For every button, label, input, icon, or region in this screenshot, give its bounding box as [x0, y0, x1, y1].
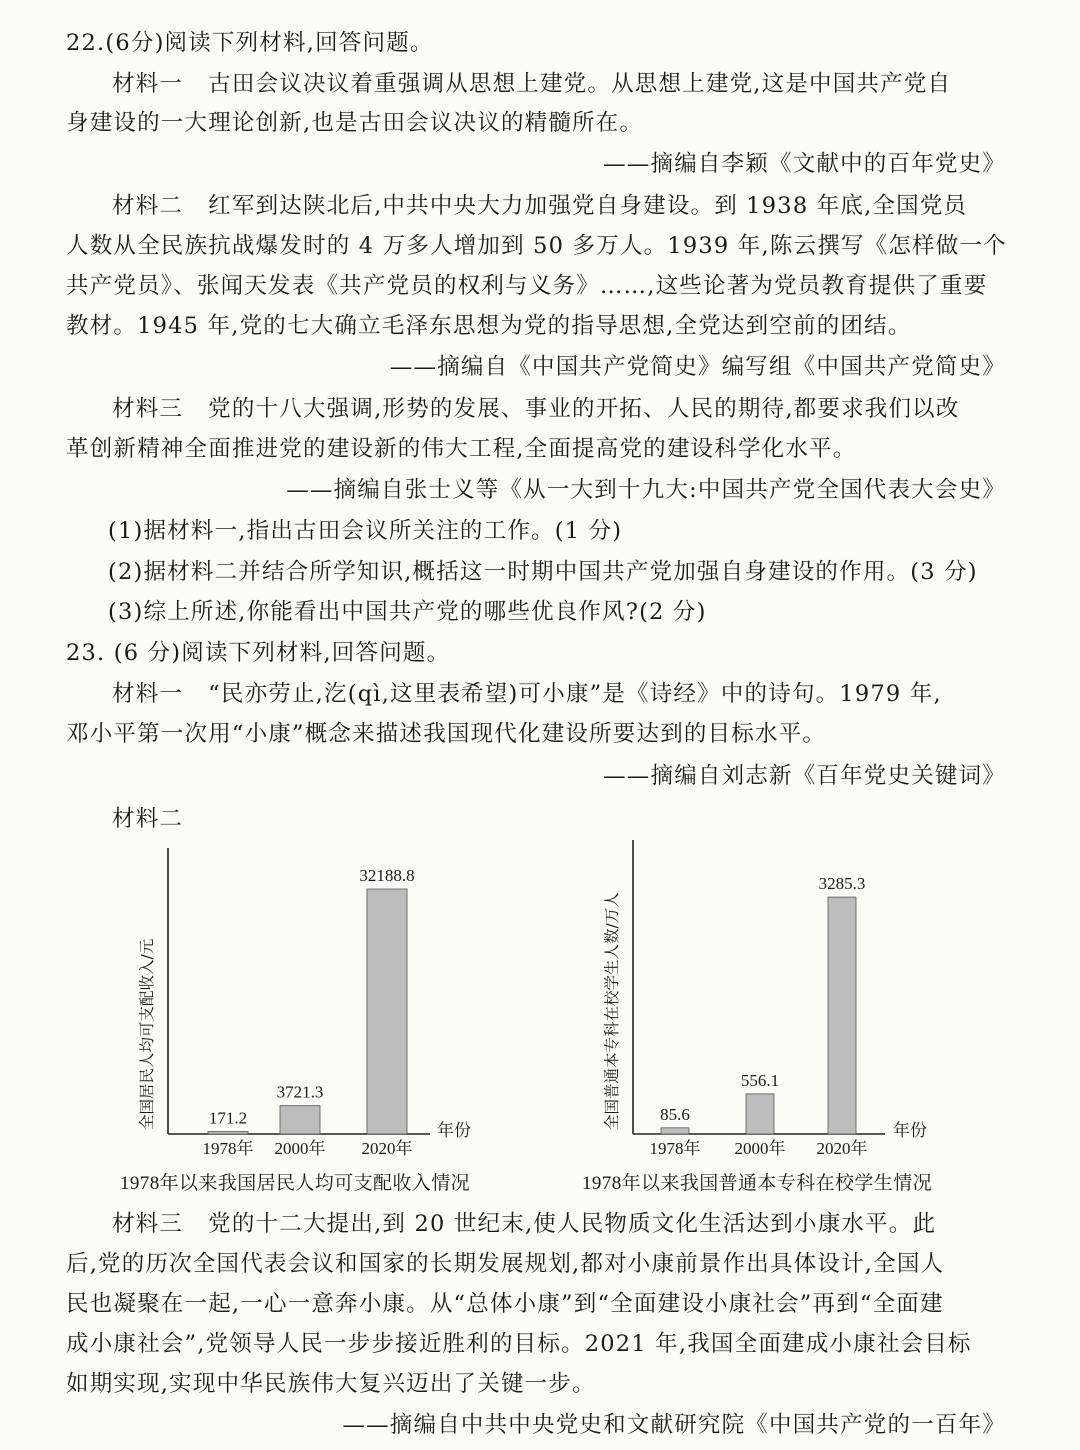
data-label: 171.2 — [208, 1108, 248, 1128]
q23-material1-source: ——摘编自刘志新《百年党史关键词》 — [603, 763, 1006, 789]
income-chart-caption: 1978年以来我国居民人均可支配收入情况 — [120, 1173, 471, 1194]
x-axis-label: 年份 — [893, 1121, 927, 1140]
q22-material2-source: ——摘编自《中国共产党简史》编写组《中国共产党简史》 — [389, 354, 1006, 380]
data-label: 556.1 — [740, 1070, 780, 1090]
x-tick-label: 1978年 — [202, 1139, 254, 1158]
bar-2020年 — [828, 897, 856, 1134]
q23-material2-tag: 材料二 — [112, 806, 184, 832]
bar-2020年 — [367, 889, 407, 1134]
q23-material1-tag: 材料一 — [112, 681, 184, 707]
bar-1978年 — [208, 1132, 248, 1135]
data-label: 3721.3 — [276, 1082, 324, 1102]
students-chart-caption: 1978年以来我国普通本专科在校学生情况 — [582, 1173, 933, 1194]
q22-material3-text1: 党的十八大强调,形势的发展、事业的开拓、人民的期待,都要求我们以改 — [208, 396, 960, 422]
x-tick-label: 2000年 — [734, 1139, 786, 1158]
y-axis-label: 全国普通本专科在校学生人数/万人 — [603, 892, 621, 1130]
q22-material2-line4: 教材。1945 年,党的七大确立毛泽东思想为党的指导思想,全党达到空前的团结。 — [66, 313, 912, 339]
q22-header: 22.(6分)阅读下列材料,回答问题。 — [66, 30, 434, 56]
q22-question-3: (3)综上所述,你能看出中国共产党的哪些优良作风?(2 分) — [108, 599, 707, 625]
q22-material3-line1 — [112, 394, 960, 424]
q22-material3-source: ——摘编自张士义等《从一大到十九大:中国共产党全国代表大会史》 — [286, 477, 1006, 503]
q23-material3-source: ——摘编自中共中央党史和文献研究院《中国共产党的一百年》 — [342, 1412, 1006, 1438]
income-chart-svg — [100, 840, 520, 1158]
y-axis-label: 全国居民人均可支配收入/元 — [138, 938, 156, 1130]
q23-material3-line5: 如期实现,实现中华民族伟大复兴迈出了关键一步。 — [66, 1371, 596, 1397]
q23-material3-text1: 党的十二大提出,到 20 世纪末,使人民物质文化生活达到小康水平。此 — [208, 1211, 937, 1237]
q22-material3-tag: 材料三 — [112, 396, 184, 422]
x-tick-label: 2020年 — [816, 1139, 868, 1158]
income-chart — [100, 840, 520, 1170]
q23-header: 23. (6 分)阅读下列材料,回答问题。 — [66, 640, 451, 666]
q22-question-2: (2)据材料二并结合所学知识,概括这一时期中国共产党加强自身建设的作用。(3 分) — [108, 559, 978, 585]
q22-material1-line2: 身建设的一大理论创新,也是古田会议决议的精髓所在。 — [66, 110, 644, 136]
q22-material3-line2: 革创新精神全面推进党的建设新的伟大工程,全面提高党的建设科学化水平。 — [66, 436, 857, 462]
q23-material3-tag: 材料三 — [112, 1211, 184, 1237]
q22-material2-line1 — [112, 191, 967, 221]
q23-material1-line1 — [112, 679, 942, 709]
bar-1978年 — [661, 1128, 689, 1134]
q22-material1-line1 — [112, 69, 951, 99]
q23-material3-line4: 成小康社会”,党领导人民一步步接近胜利的目标。2021 年,我国全面建成小康社会目标 — [66, 1331, 972, 1357]
students-chart — [585, 840, 1005, 1170]
q22-question-1: (1)据材料一,指出古田会议所关注的工作。(1 分) — [108, 518, 623, 544]
q22-material2-line2: 人数从全民族抗战爆发时的 4 万多人增加到 50 多万人。1939 年,陈云撰写《怎样做一个 — [66, 233, 1007, 259]
q22-material1-source: ——摘编自李颖《文献中的百年党史》 — [603, 151, 1006, 177]
x-tick-label: 2020年 — [361, 1139, 413, 1158]
q22-material2-line3: 共产党员》、张闻天发表《共产党员的权利与义务》……,这些论著为党员教育提供了重要 — [66, 273, 988, 299]
q23-material3-line3: 民也凝聚在一起,一心一意奔小康。从“总体小康”到“全面建设小康社会”再到“全面建 — [66, 1291, 944, 1317]
data-label: 3285.3 — [818, 874, 866, 894]
q22-material1-text1: 古田会议决议着重强调从思想上建党。从思想上建党,这是中国共产党自 — [208, 71, 952, 97]
bar-2000年 — [280, 1106, 320, 1134]
q22-material2-text1: 红军到达陕北后,中共中央大力加强党自身建设。到 1938 年底,全国党员 — [208, 193, 968, 219]
q22-material1-tag: 材料一 — [112, 71, 184, 97]
q23-material3-line2: 后,党的历次全国代表会议和国家的长期发展规划,都对小康前景作出具体设计,全国人 — [66, 1251, 945, 1277]
x-axis-label: 年份 — [437, 1121, 471, 1140]
students-chart-svg — [585, 840, 1005, 1158]
q22-material2-tag: 材料二 — [112, 193, 184, 219]
x-tick-label: 1978年 — [649, 1139, 701, 1158]
x-tick-label: 2000年 — [274, 1139, 326, 1158]
bar-2000年 — [746, 1094, 774, 1134]
q23-material1-text1: “民亦劳止,汔(qì,这里表希望)可小康”是《诗经》中的诗句。1979 年, — [208, 681, 942, 707]
q23-material1-line2: 邓小平第一次用“小康”概念来描述我国现代化建设所要达到的目标水平。 — [66, 721, 827, 747]
data-label: 32188.8 — [359, 866, 415, 886]
data-label: 85.6 — [660, 1104, 690, 1124]
q23-material3-line1 — [112, 1209, 936, 1239]
